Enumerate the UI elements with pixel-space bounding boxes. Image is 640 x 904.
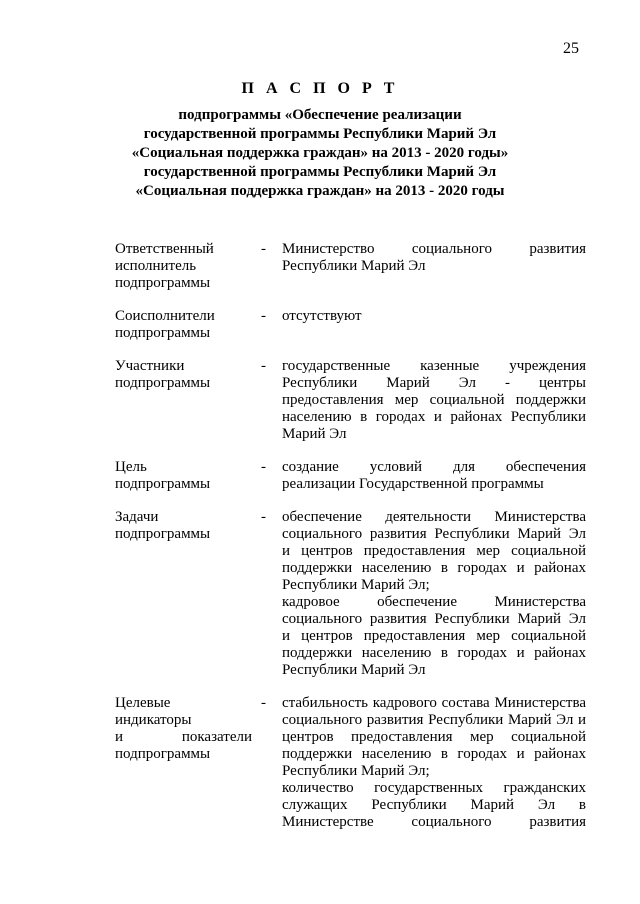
row-value-line: количество государственных гражданских bbox=[282, 780, 586, 796]
subtitle-line: государственной программы Республики Марий Эл bbox=[143, 126, 497, 142]
row-label-line: подпрограммы bbox=[115, 375, 211, 391]
row-label bbox=[115, 358, 252, 392]
row-value-line: и центров предоставления мер социальной bbox=[282, 543, 586, 559]
row-dash: - bbox=[261, 241, 266, 257]
row-dash: - bbox=[261, 459, 266, 475]
row-label bbox=[115, 695, 252, 763]
row-label-line: подпрограммы bbox=[115, 526, 211, 542]
row-label-line: подпрограммы bbox=[115, 325, 211, 341]
row-label-line: индикаторы bbox=[115, 712, 192, 728]
row-value-line: реализации Государственной программы bbox=[282, 476, 544, 492]
row-value-line: поддержки населению в городах и районах bbox=[282, 746, 586, 762]
row-value-line: предоставления мер социальной поддержки bbox=[282, 392, 586, 408]
row-value bbox=[282, 308, 586, 325]
row-value-line: кадровое обеспечение Министерства bbox=[282, 594, 586, 610]
row-dash: - bbox=[261, 358, 266, 374]
row-value-line: центров предоставления мер социальной bbox=[282, 729, 586, 745]
row-label-line: Цель bbox=[115, 459, 147, 475]
row-value-line: социального развития Республики Марий Эл и bbox=[282, 712, 586, 728]
row-label-line: подпрограммы bbox=[115, 746, 211, 762]
subtitle-line: «Социальная поддержка граждан» на 2013 - 2020 годы» bbox=[131, 145, 509, 161]
row-value-line: стабильность кадрового состава Министерства bbox=[282, 695, 586, 711]
row-value bbox=[282, 509, 586, 679]
row-value-line: обеспечение деятельности Министерства bbox=[282, 509, 586, 525]
row-value-line: государственные казенные учреждения bbox=[282, 358, 586, 374]
row-label-line: Участники bbox=[115, 358, 185, 374]
subtitle-line: государственной программы Республики Марий Эл bbox=[143, 164, 497, 180]
row-label bbox=[115, 459, 252, 493]
row-label-line: Соисполнители bbox=[115, 308, 215, 324]
subtitle-line: «Социальная поддержка граждан» на 2013 - 2020 годы bbox=[135, 183, 505, 199]
row-label-line: Задачи bbox=[115, 509, 159, 525]
row-label-line: подпрограммы bbox=[115, 476, 211, 492]
row-label-line: исполнитель bbox=[115, 258, 197, 274]
row-value-line: Республики Марий Эл - центры bbox=[282, 375, 586, 391]
row-value bbox=[282, 695, 586, 831]
row-value-line: Министерстве социального развития bbox=[282, 814, 586, 830]
row-value-line: поддержки населению в городах и районах bbox=[282, 645, 586, 661]
row-value bbox=[282, 459, 586, 493]
row-value-line: поддержки населению в городах и районах bbox=[282, 560, 586, 576]
subtitle-line: подпрограммы «Обеспечение реализации bbox=[178, 107, 462, 123]
row-value-line: Марий Эл bbox=[282, 426, 347, 442]
row-label bbox=[115, 241, 252, 292]
page-number: 25 bbox=[563, 40, 579, 57]
row-value-line: Республики Марий Эл; bbox=[282, 763, 430, 779]
row-label-line: и показатели bbox=[115, 729, 252, 745]
row-value-line: Республики Марий Эл bbox=[282, 258, 426, 274]
row-value-line: Республики Марий Эл bbox=[282, 662, 426, 678]
row-value bbox=[282, 241, 586, 275]
row-value-line: Республики Марий Эл; bbox=[282, 577, 430, 593]
row-dash: - bbox=[261, 695, 266, 711]
row-value-line: создание условий для обеспечения bbox=[282, 459, 586, 475]
row-value-line: и центров предоставления мер социальной bbox=[282, 628, 586, 644]
row-dash: - bbox=[261, 509, 266, 525]
row-label bbox=[115, 509, 252, 543]
row-value-line: социального развития Республики Марий Эл bbox=[282, 611, 586, 627]
row-value bbox=[282, 358, 586, 443]
document-subtitle bbox=[0, 106, 640, 201]
row-value-line: служащих Республики Марий Эл в bbox=[282, 797, 586, 813]
row-label-line: подпрограммы bbox=[115, 275, 211, 291]
row-value-line: социального развития Республики Марий Эл bbox=[282, 526, 586, 542]
row-label-line: Целевые bbox=[115, 695, 171, 711]
row-value-line: отсутствуют bbox=[282, 308, 362, 324]
row-dash: - bbox=[261, 308, 266, 324]
row-value-line: населению в городах и районах Республики bbox=[282, 409, 586, 425]
row-label-line: Ответственный bbox=[115, 241, 214, 257]
row-value-line: Министерство социального развития bbox=[282, 241, 586, 257]
document-title: П А С П О Р Т bbox=[241, 80, 399, 97]
row-label bbox=[115, 308, 252, 342]
